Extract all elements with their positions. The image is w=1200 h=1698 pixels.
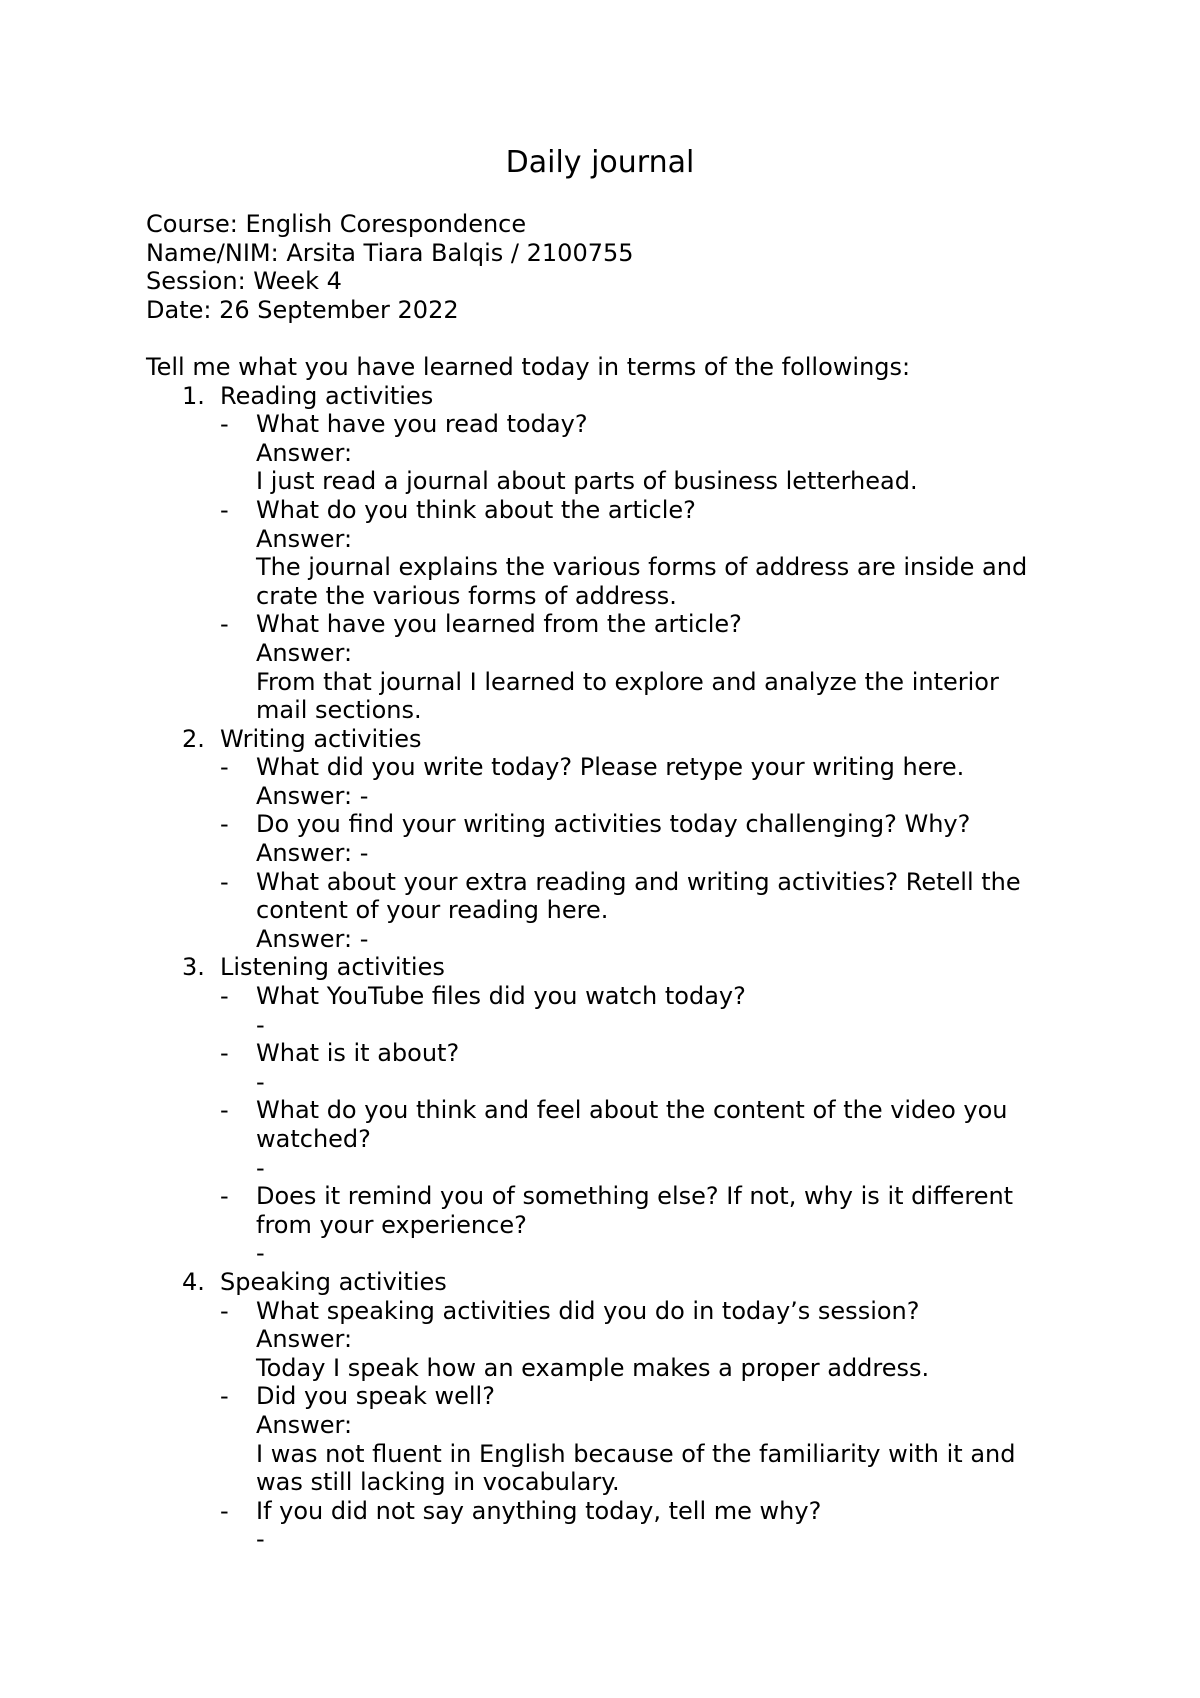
bullet-dash: - [220, 410, 229, 439]
activity-section [146, 725, 1076, 954]
question-line [146, 868, 1076, 897]
question-line [146, 1211, 1076, 1240]
question-text: What speaking activities did you do in today’s session? [256, 1296, 920, 1325]
question-line [146, 410, 1076, 439]
question-line [146, 496, 1076, 525]
question-item [146, 1039, 1076, 1096]
answer-line: Answer: [256, 524, 353, 553]
question-item [146, 868, 1076, 954]
question-line [146, 1125, 1076, 1154]
answer-line: I just read a journal about parts of business letterhead. [256, 467, 918, 496]
session-line: Session: Week 4 [146, 267, 342, 296]
answer-line: The journal explains the various forms of address are inside and [256, 553, 1028, 582]
question-text: What do you think about the article? [256, 495, 696, 524]
question-item [146, 1096, 1076, 1182]
page-title: Daily journal [505, 145, 695, 180]
bullet-dash: - [220, 1039, 229, 1068]
question-line [146, 1382, 1076, 1411]
question-text: What about your extra reading and writing activities? Retell the [256, 867, 1021, 896]
section-number: 1. [182, 381, 205, 410]
question-line [146, 610, 1076, 639]
answer-line: Answer: [256, 438, 353, 467]
answer-line: Answer: - [256, 781, 369, 810]
bullet-dash: - [220, 495, 229, 524]
question-text: If you did not say anything today, tell me why? [256, 1496, 822, 1525]
activity-section [146, 953, 1076, 1268]
section-number: 4. [182, 1267, 205, 1296]
question-text: content of your reading here. [256, 896, 609, 925]
section-label: Speaking activities [220, 1267, 447, 1296]
blank-line [146, 324, 1076, 353]
name-line: Name/NIM: Arsita Tiara Balqis / 2100755 [146, 238, 634, 267]
question-text: What did you write today? Please retype your writing here. [256, 753, 965, 782]
course-line: Course: English Corespondence [146, 210, 527, 238]
answer-line: crate the various forms of address. [256, 581, 677, 610]
answer-line: Today I speak how an example makes a proper address. [256, 1353, 930, 1382]
section-heading [146, 1268, 1076, 1297]
section-heading [146, 725, 1076, 754]
bullet-dash: - [220, 1496, 229, 1525]
bullet-dash: - [220, 867, 229, 896]
question-text: from your experience? [256, 1210, 527, 1239]
activity-list [146, 382, 1076, 1554]
question-text: Do you find your writing activities today challenging? Why? [256, 810, 971, 839]
question-text: Does it remind you of something else? If not, why is it different [256, 1182, 1014, 1211]
activity-section [146, 382, 1076, 725]
question-text: What have you read today? [256, 410, 588, 439]
section-label: Reading activities [220, 381, 434, 410]
bullet-dash: - [220, 610, 229, 639]
question-text: What do you think and feel about the content of the video you [256, 1096, 1008, 1125]
intro-text: Tell me what you have learned today in terms of the followings: [146, 352, 911, 381]
question-item [146, 1382, 1076, 1496]
bullet-dash: - [220, 810, 229, 839]
question-item [146, 1297, 1076, 1383]
question-line [146, 1039, 1076, 1068]
bullet-dash: - [220, 1182, 229, 1211]
question-item [146, 1497, 1076, 1554]
answer-line: - [256, 1010, 265, 1039]
question-item [146, 810, 1076, 867]
question-line [146, 810, 1076, 839]
bullet-dash: - [220, 1096, 229, 1125]
answer-line: I was not fluent in English because of the familiarity with it and [256, 1439, 1016, 1468]
question-line [146, 1497, 1076, 1526]
bullet-dash: - [220, 1296, 229, 1325]
section-label: Writing activities [220, 724, 422, 753]
question-text: Did you speak well? [256, 1382, 495, 1411]
answer-line: was still lacking in vocabulary. [256, 1468, 620, 1497]
answer-line: From that journal I learned to explore and analyze the interior [256, 667, 999, 696]
section-heading [146, 953, 1076, 982]
question-item [146, 610, 1076, 724]
date-line: Date: 26 September 2022 [146, 295, 459, 324]
question-line [146, 1182, 1076, 1211]
question-item [146, 496, 1076, 610]
answer-line: - [256, 1067, 265, 1096]
question-item [146, 982, 1076, 1039]
section-label: Listening activities [220, 953, 445, 982]
section-heading [146, 382, 1076, 411]
section-number: 3. [182, 953, 205, 982]
question-line [146, 1096, 1076, 1125]
answer-line: - [256, 1153, 265, 1182]
bullet-dash: - [220, 753, 229, 782]
answer-line: - [256, 1239, 265, 1268]
question-text: What is it about? [256, 1039, 460, 1068]
section-number: 2. [182, 724, 205, 753]
question-line [146, 896, 1076, 925]
question-item [146, 753, 1076, 810]
answer-line: mail sections. [256, 696, 422, 725]
answer-line: Answer: [256, 1410, 353, 1439]
bullet-dash: - [220, 1382, 229, 1411]
answer-line: Answer: - [256, 839, 369, 868]
answer-line: Answer: - [256, 924, 369, 953]
answer-line: Answer: [256, 638, 353, 667]
journal-content [146, 210, 1076, 1554]
answer-line: - [256, 1525, 265, 1554]
question-line [146, 753, 1076, 782]
activity-section [146, 1268, 1076, 1554]
question-item [146, 410, 1076, 496]
bullet-dash: - [220, 982, 229, 1011]
answer-line: Answer: [256, 1325, 353, 1354]
question-line [146, 982, 1076, 1011]
question-line [146, 1297, 1076, 1326]
question-text: What YouTube files did you watch today? [256, 982, 746, 1011]
question-text: What have you learned from the article? [256, 610, 742, 639]
question-text: watched? [256, 1125, 371, 1153]
question-item [146, 1182, 1076, 1268]
